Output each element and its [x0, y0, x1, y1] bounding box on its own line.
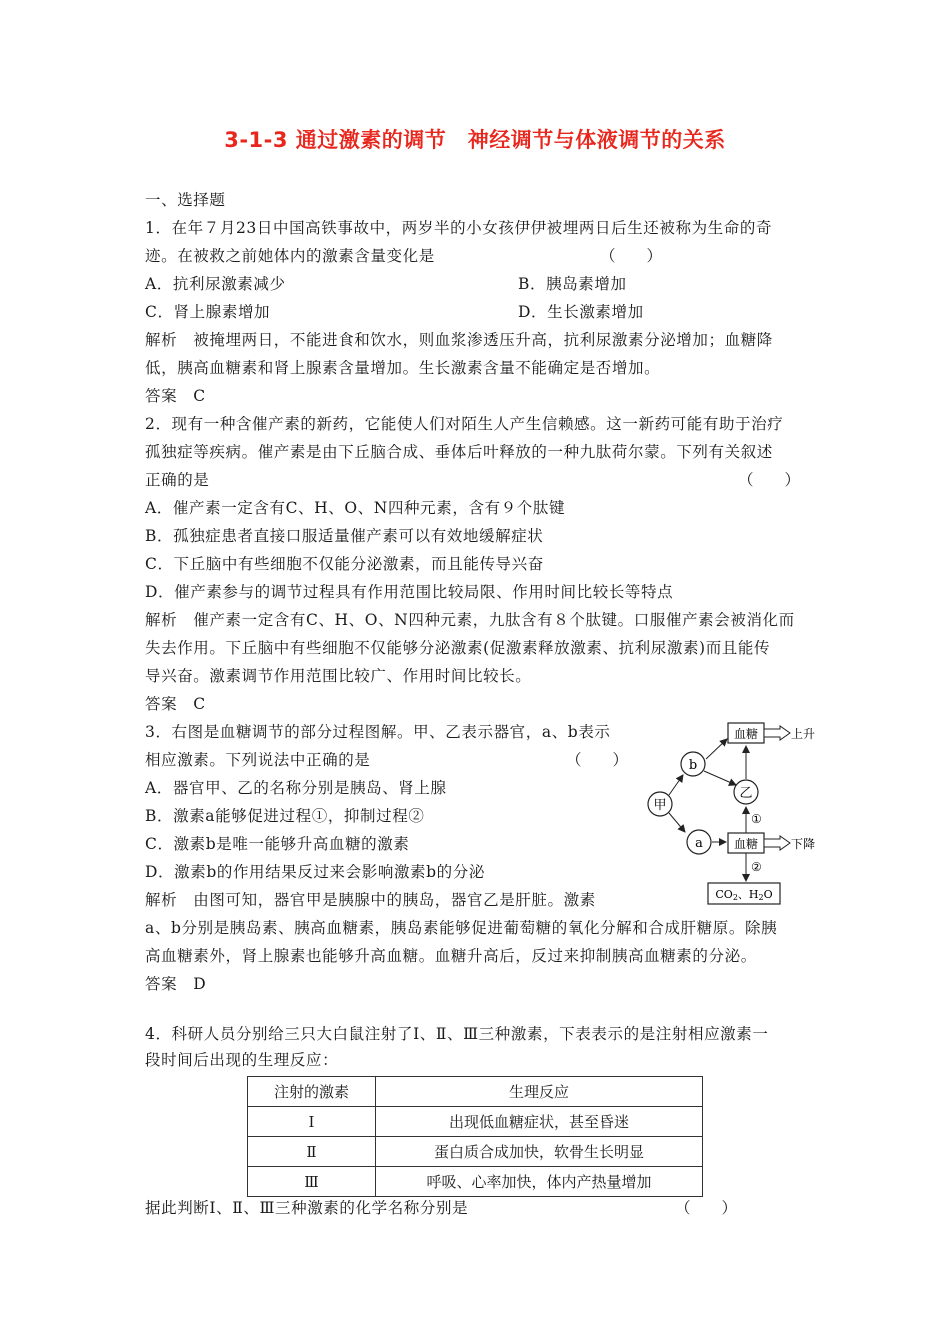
page-title: 3-1-3 通过激素的调节 神经调节与体液调节的关系: [224, 128, 726, 152]
table-row: [248, 1107, 703, 1137]
table-header-cell: 注射的激素: [248, 1077, 376, 1107]
q1-stem-line1: 1．在年７月23日中国高铁事故中，两岁半的小女孩伊伊被埋两日后生还被称为生命的奇: [145, 219, 773, 237]
hormone-a-label: a: [695, 836, 703, 851]
table-cell: Ⅲ: [248, 1167, 376, 1197]
q3-stem-line1: 3．右图是血糖调节的部分过程图解。甲、乙表示器官，a、b表示: [145, 723, 611, 741]
q1-stem-line2: 迹。在被救之前她体内的激素含量变化是: [145, 247, 435, 265]
blood-sugar-label-top: 血糖: [733, 727, 759, 741]
organ-jia-label: 甲: [653, 798, 667, 813]
rise-arrow: [764, 726, 790, 740]
fall-arrow: [764, 836, 790, 850]
q2-explanation-line3: 导兴奋。激素调节作用范围比较广、作用时间比较长。: [145, 667, 532, 685]
jia-to-b-arrow: [669, 775, 683, 795]
hormone-response-table: [247, 1076, 703, 1197]
q2-answer: 答案 C: [145, 695, 206, 713]
q4-answer-blank: （ ）: [675, 1199, 738, 1217]
q3-option-a: A．器官甲、乙的名称分别是胰岛、肾上腺: [145, 779, 447, 797]
q1-option-a: A．抗利尿激素减少: [145, 275, 286, 293]
q2-option-d: D．催产素参与的调节过程具有作用范围比较局限、作用时间比较长等特点: [145, 583, 674, 601]
q2-option-b: B．孤独症患者直接口服适量催产素可以有效地缓解症状: [145, 527, 544, 545]
q1-option-c: C．肾上腺素增加: [145, 303, 271, 321]
q2-explanation-line2: 失去作用。下丘脑中有些细胞不仅能够分泌激素(促激素释放激素、抗利尿激素)而且能传: [145, 639, 771, 657]
q3-answer: 答案 D: [145, 975, 207, 993]
b-to-yi-arrow: [704, 771, 736, 785]
q3-stem-line2: 相应激素。下列说法中正确的是: [145, 751, 371, 769]
organ-yi-label: 乙: [739, 786, 753, 801]
q2-stem-line3: 正确的是: [145, 471, 210, 489]
q2-answer-blank: （ ）: [738, 471, 801, 489]
q4-stem-line3: 据此判断Ⅰ、Ⅱ、Ⅲ三种激素的化学名称分别是: [145, 1199, 469, 1217]
section-heading: 一、选择题: [145, 191, 226, 209]
q3-explanation-line1: 解析 由图可知，器官甲是胰腺中的胰岛，器官乙是肝脏。激素: [145, 891, 596, 909]
b-to-blood-sugar-arrow: [706, 739, 727, 759]
q1-option-d: D．生长激素增加: [518, 303, 644, 321]
table-header-cell: 生理反应: [376, 1077, 703, 1107]
table-row: [248, 1167, 703, 1197]
q4-stem-line1: 4．科研人员分别给三只大白鼠注射了Ⅰ、Ⅱ、Ⅲ三种激素，下表表示的是注射相应激素一: [145, 1025, 769, 1043]
q3-explanation-line3: 高血糖素外，肾上腺素也能够升高血糖。血糖升高后，反过来抑制胰高血糖素的分泌。: [145, 947, 757, 965]
blood-sugar-regulation-diagram: [640, 715, 820, 910]
q2-explanation-line1: 解析 催产素一定含有C、H、O、N四种元素，九肽含有８个肽键。口服催产素会被消化而: [145, 611, 795, 629]
q3-explanation-line2: a、b分别是胰岛素、胰高血糖素，胰岛素能够促进葡萄糖的氧化分解和合成肝糖原。除胰: [145, 919, 778, 937]
q4-stem-line2: 段时间后出现的生理反应：: [145, 1051, 339, 1069]
q1-answer-blank: （ ）: [600, 247, 663, 265]
table-cell: 蛋白质合成加快，软骨生长明显: [376, 1137, 703, 1167]
hormone-b-label: b: [688, 758, 698, 773]
q3-option-c: C．激素b是唯一能够升高血糖的激素: [145, 835, 410, 853]
products-label: CO2、H2O: [715, 888, 773, 902]
rise-label: 上升: [791, 727, 816, 741]
table-header-row: [248, 1077, 703, 1107]
q1-answer: 答案 C: [145, 387, 206, 405]
q2-stem-line2: 孤独症等疾病。催产素是由下丘脑合成、垂体后叶释放的一种九肽荷尔蒙。下列有关叙述: [145, 443, 773, 461]
q1-option-b: B．胰岛素增加: [518, 275, 627, 293]
q3-answer-blank: （ ）: [566, 751, 629, 769]
fall-label: 下降: [791, 837, 816, 851]
process-1-label: ①: [751, 812, 762, 826]
blood-sugar-label-middle: 血糖: [733, 837, 759, 851]
table-row: [248, 1137, 703, 1167]
jia-to-a-arrow: [669, 813, 685, 832]
process-2-label: ②: [751, 860, 762, 874]
table-cell: Ⅱ: [248, 1137, 376, 1167]
q3-option-d: D．激素b的作用结果反过来会影响激素b的分泌: [145, 863, 485, 881]
q3-option-b: B．激素a能够促进过程①，抑制过程②: [145, 807, 425, 825]
q2-stem-line1: 2．现有一种含催产素的新药，它能使人们对陌生人产生信赖感。这一新药可能有助于治疗: [145, 415, 784, 433]
table-cell: 出现低血糖症状，甚至昏迷: [376, 1107, 703, 1137]
q1-explanation-line2: 低，胰高血糖素和肾上腺素含量增加。生长激素含量不能确定是否增加。: [145, 359, 661, 377]
table-cell: Ⅰ: [248, 1107, 376, 1137]
q2-option-a: A．催产素一定含有C、H、O、N四种元素，含有９个肽键: [145, 499, 566, 517]
q2-option-c: C．下丘脑中有些细胞不仅能分泌激素，而且能传导兴奋: [145, 555, 544, 573]
q1-explanation-line1: 解析 被掩埋两日，不能进食和饮水，则血浆渗透压升高，抗利尿激素分泌增加；血糖降: [145, 331, 773, 349]
table-cell: 呼吸、心率加快，体内产热量增加: [376, 1167, 703, 1197]
